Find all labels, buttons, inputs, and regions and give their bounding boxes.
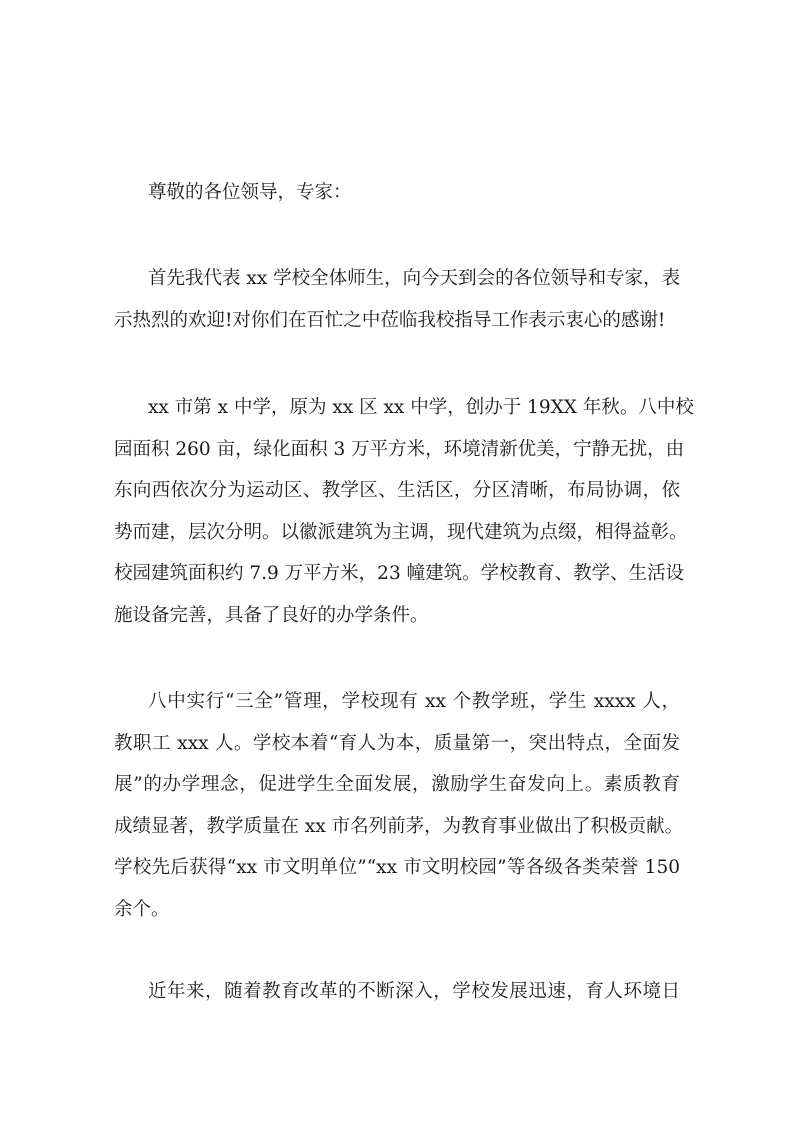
- paragraph-management: [114, 681, 684, 931]
- paragraph-recent-years: [114, 971, 680, 1013]
- greeting-line: 尊敬的各位领导，专家：: [148, 182, 352, 203]
- text-line: 施设备完善，具备了良好的办学条件。: [114, 604, 429, 626]
- text-line: 势而建，层次分明。以徽派建筑为主调，现代建筑为点缀，相得益彰。: [114, 521, 688, 543]
- text-line: 展”的办学理念，促进学生全面发展，激励学生奋发向上。素质教育: [114, 774, 680, 796]
- greeting: [114, 172, 680, 214]
- text-line: 成绩显著，教学质量在 xx 市名列前茅，为教育事业做出了积极贡献。: [114, 815, 684, 837]
- paragraph-school-intro: [114, 387, 694, 637]
- text-line: 学校先后获得“xx 市文明单位”“xx 市文明校园”等各级各类荣誉 150: [114, 857, 680, 879]
- text-line: xx 市第 x 中学，原为 xx 区 xx 中学，创办于 19XX 年秋。八中校: [148, 397, 694, 418]
- text-line: 八中实行“三全”管理，学校现有 xx 个教学班，学生 xxxx 人，: [148, 691, 680, 712]
- text-line: 教职工 xxx 人。学校本着“育人为本，质量第一，突出特点，全面发: [114, 732, 680, 754]
- text-line: 余个。: [114, 898, 170, 920]
- text-line: 校园建筑面积约 7.9 万平方米，23 幢建筑。学校教育、教学、生活设: [114, 563, 685, 585]
- paragraph-welcome: [114, 258, 680, 341]
- text-line: 东向西依次分为运动区、教学区、生活区，分区清晰，布局协调，依: [114, 480, 680, 502]
- text-line: 园面积 260 亩，绿化面积 3 万平方米，环境清新优美，宁静无扰，由: [114, 438, 685, 460]
- text-line: 示热烈的欢迎!对你们在百忙之中莅临我校指导工作表示衷心的感谢!: [114, 309, 666, 331]
- text-line: 首先我代表 xx 学校全体师生，向今天到会的各位领导和专家，表: [148, 268, 681, 289]
- text-line: 近年来，随着教育改革的不断深入，学校发展迅速，育人环境日: [148, 981, 680, 1002]
